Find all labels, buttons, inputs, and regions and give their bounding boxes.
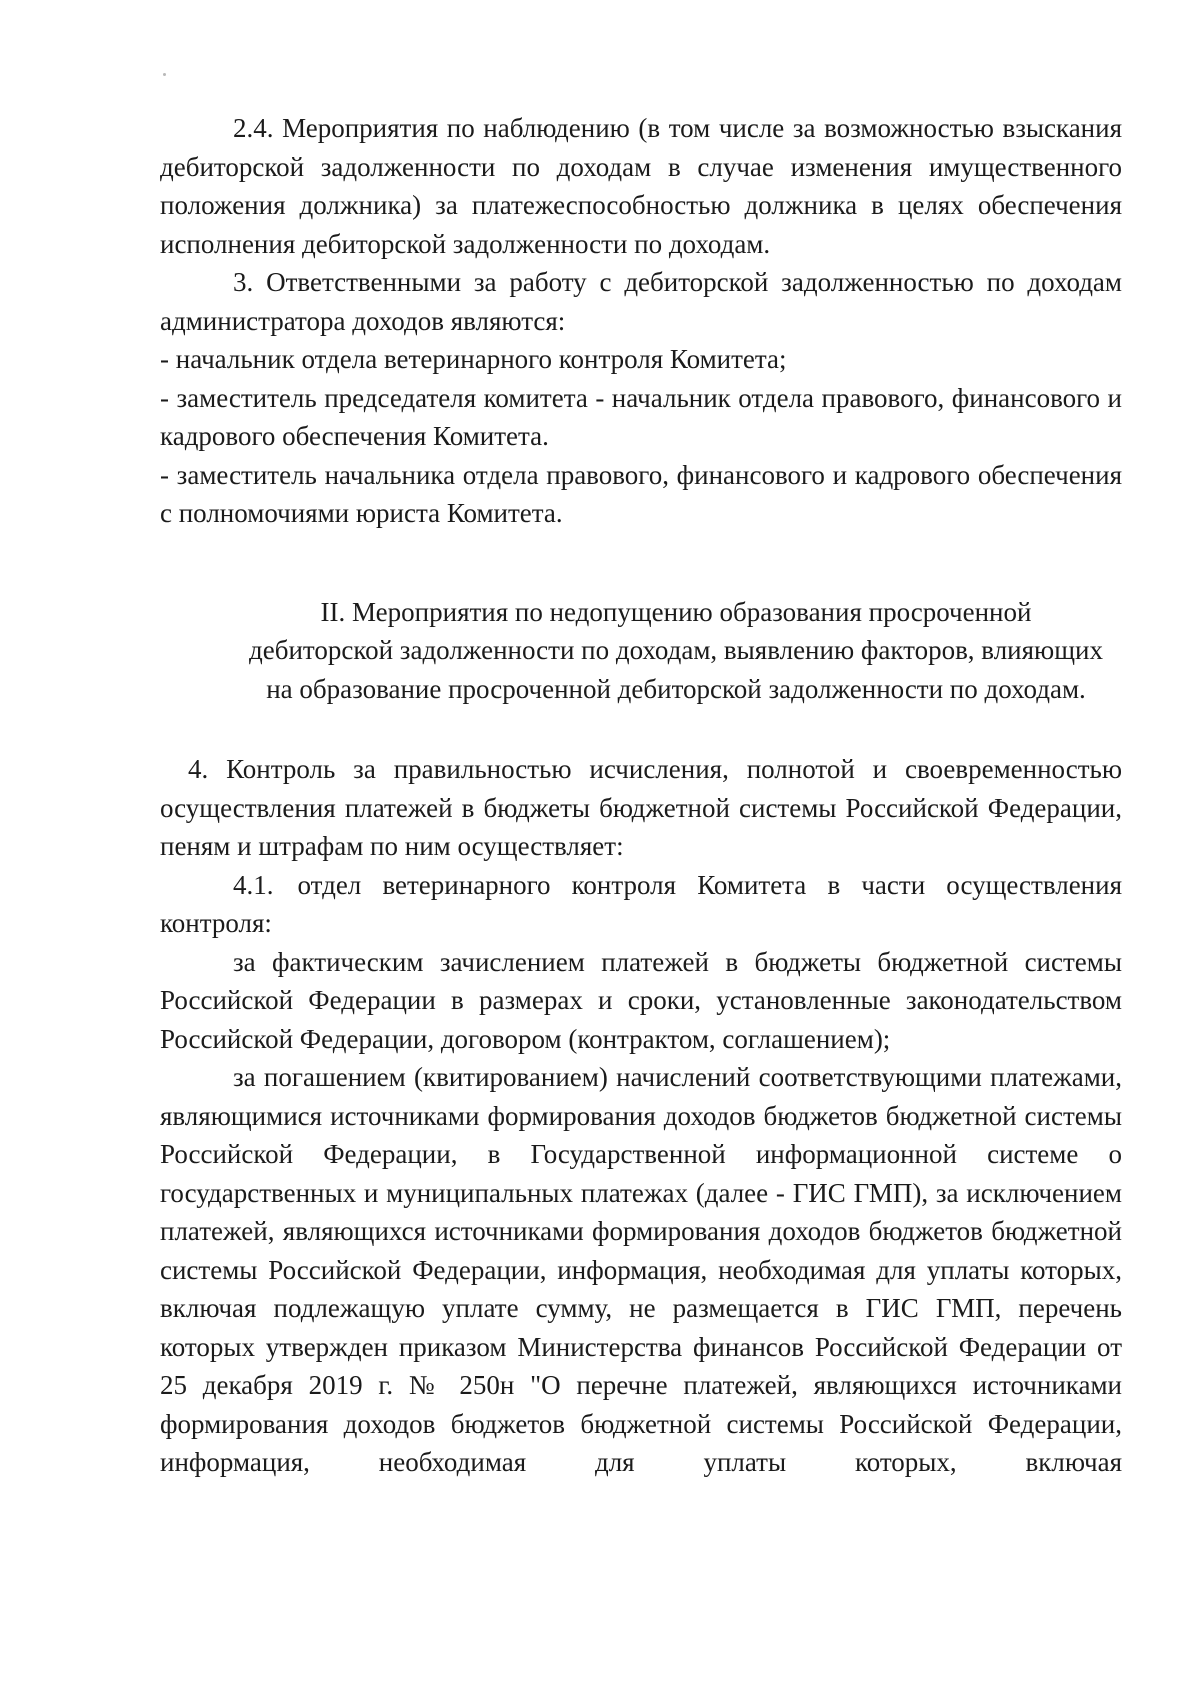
section-heading: [160, 593, 1122, 709]
paragraph-actual-crediting: за фактическим зачислением платежей в бюджеты бюджетной системы Российской Федерации в размерах и сроки, установленные законодательством Российской Федерации, договором (контрактом, соглашением);: [160, 946, 1122, 1054]
spacer: [160, 533, 1122, 593]
scan-speck: [163, 73, 166, 76]
section-heading-line-1: II. Мероприятия по недопущению образования просроченной: [320, 596, 1032, 627]
responsible-item-2: - заместитель председателя комитета - начальник отдела правового, финансового и кадрового обеспечения Комитета.: [160, 382, 1122, 451]
spacer: [160, 708, 1122, 750]
document-body: [160, 109, 1122, 1482]
paragraph-4-1-number: 4.1.: [233, 869, 274, 900]
responsible-item-3: - заместитель начальника отдела правового, финансового и кадрового обеспечения с полномочиями юриста Комитета.: [160, 459, 1122, 528]
paragraph-2-4: 2.4. Мероприятия по наблюдению (в том числе за возможностью взыскания дебиторской задолженности по доходам в случае изменения имущественного положения должника) за платежеспособностью должника в целях обеспечения исполнения дебиторской задолженности по доходам.: [160, 113, 1122, 259]
paragraph-4: 4. Контроль за правильностью исчисления, полнотой и своевременностью осуществления платежей в бюджеты бюджетной системы Российской Федерации, пеням и штрафам по ним осуществляет:: [160, 754, 1122, 861]
paragraph-4-1-text: отдел ветеринарного контроля Комитета в части осуществления контроля:: [160, 869, 1122, 938]
paragraph-3: 3. Ответственными за работу с дебиторской задолженностью по доходам администратора доходов являются:: [160, 267, 1122, 336]
paragraph-repayment-control: за погашением (квитированием) начислений соответствующими платежами, являющимися источниками формирования доходов бюджетов бюджетной системы Российской Федерации, в Государственной информационной системе о государственных и муниципальных платежах (далее - ГИС ГМП), за исключением платежей, являющихся источниками формирования доходов бюджетов бюджетной системы Российской Федерации, информация, необходимая для уплаты которых, включая подлежащую уплате сумму, не размещается в ГИС ГМП, перечень которых утвержден приказом Министерства финансов Российской Федерации от 25 декабря 2019 г. № 250н "О перечне платежей, являющихся источниками формирования доходов бюджетов бюджетной системы Российской Федерации, информация, необходимая для уплаты которых, включая: [160, 1062, 1122, 1477]
section-heading-line-2: дебиторской задолженности по доходам, выявлению факторов, влияющих: [249, 635, 1103, 665]
section-heading-line-3: на образование просроченной дебиторской задолженности по доходам.: [266, 673, 1086, 704]
paragraph-4-1: [160, 866, 1122, 943]
responsible-item-1: - начальник отдела ветеринарного контроля Комитета;: [160, 344, 787, 374]
